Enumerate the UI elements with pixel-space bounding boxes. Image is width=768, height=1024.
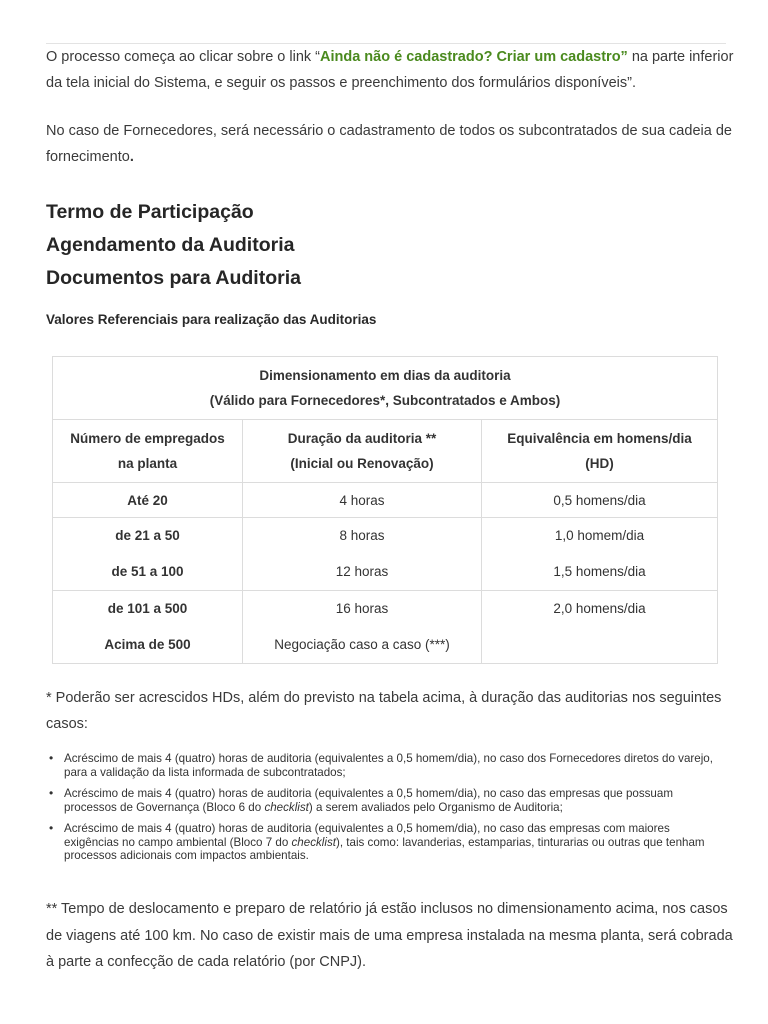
heading-documentos-auditoria[interactable]: Documentos para Auditoria [46, 267, 301, 289]
bullet-3-text-before: Acréscimo de mais 4 (quatro) horas de auditoria (equivalentes a 0,5 homem/dia), no caso das empresas com maiores exigências no campo ambiental (Bloco 7 do [64, 822, 670, 849]
bullet-2-text-after: ) a serem avaliados pelo Organismo de Auditoria; [308, 800, 563, 814]
table-row-group-2 [53, 518, 718, 591]
bullet-icon: • [49, 751, 54, 765]
row-group-2-employees [53, 518, 243, 591]
row-group-3-duration [243, 591, 482, 664]
header-equivalence-line-1: Equivalência em homens/dia [507, 431, 692, 446]
table-subtitle: Valores Referenciais para realização das Auditorias [46, 312, 377, 327]
heading-agendamento-auditoria[interactable]: Agendamento da Auditoria [46, 234, 295, 256]
row-2-employees: de 21 a 50 [115, 528, 180, 543]
list-item [46, 822, 726, 863]
header-employees [53, 420, 243, 483]
row-4-duration: 16 horas [335, 601, 389, 616]
bullet-3-italic: checklist [291, 835, 336, 849]
bullet-icon: • [49, 786, 54, 800]
list-item [46, 787, 726, 814]
bullet-2-text-before: Acréscimo de mais 4 (quatro) horas de auditoria (equivalentes a 0,5 homem/dia), no caso das empresas que possuam processos de Governança (Bloco 6 do [64, 787, 673, 814]
bullet-1-text: Acréscimo de mais 4 (quatro) horas de auditoria (equivalentes a 0,5 homem/dia), no caso dos Fornecedores diretos do varejo, para a validação da lista informada de subcontratados; [64, 752, 713, 779]
row-4-employees: de 101 a 500 [107, 601, 188, 616]
create-account-link[interactable]: Ainda não é cadastrado? Criar um cadastro” [320, 49, 628, 65]
row-4-equivalence: 2,0 homens/dia [553, 601, 646, 616]
header-employees-line-1: Número de empregados [70, 431, 225, 446]
row-group-2-duration [243, 518, 482, 591]
row-group-3-employees [53, 591, 243, 664]
intro-text-before-link: O processo começa ao clicar sobre o link “ [46, 49, 320, 65]
header-duration-line-1: Duração da auditoria ** [287, 431, 437, 446]
header-duration-line-2: (Inicial ou Renovação) [290, 456, 434, 471]
additional-hd-list [46, 752, 726, 871]
row-3-employees: de 51 a 100 [111, 564, 184, 579]
header-equivalence [482, 420, 718, 483]
row-5-duration: Negociação caso a caso (***) [274, 637, 450, 652]
table-header-row [53, 420, 718, 483]
row-3-duration: 12 horas [335, 564, 389, 579]
intro-text-after-link: na parte inferior da tela inicial do Sistema, e seguir os passos e preenchimento dos formulários disponíveis”. [46, 49, 734, 91]
footnote-travel-time: ** Tempo de deslocamento e preparo de relatório já estão inclusos no dimensionamento acima, nos casos de viagens até 100 km. No caso de existir mais de uma empresa instalada na mesma planta, será cobrada à parte a confecção de cada relatório (por CNPJ). [46, 901, 733, 970]
row-group-3-equivalence [482, 591, 718, 664]
table-title-cell [53, 357, 718, 420]
row-1-equivalence: 0,5 homens/dia [482, 483, 718, 518]
footnote-additional-hd: * Poderão ser acrescidos HDs, além do previsto na tabela acima, à duração das auditorias nos seguintes casos: [46, 690, 722, 732]
table-title-row [53, 357, 718, 420]
row-1-duration: 4 horas [243, 483, 482, 518]
row-2-equivalence: 1,0 homem/dia [554, 528, 645, 543]
suppliers-note-text: No caso de Fornecedores, será necessário o cadastramento de todos os subcontratados de sua cadeia de fornecimento [46, 123, 732, 165]
row-5-employees: Acima de 500 [104, 637, 191, 652]
list-item [46, 752, 726, 779]
row-2-duration: 8 horas [339, 528, 385, 543]
table-row-group-3 [53, 591, 718, 664]
row-3-equivalence: 1,5 homens/dia [553, 564, 646, 579]
header-employees-line-2: na planta [117, 456, 178, 471]
table-row [53, 483, 718, 518]
suppliers-note-end: . [129, 149, 134, 165]
heading-termo-participacao[interactable]: Termo de Participação [46, 201, 254, 223]
intro-paragraph-2 [46, 118, 736, 170]
table-title-line-2: (Válido para Fornecedores*, Subcontratados e Ambos) [209, 393, 561, 408]
table-title-line-1: Dimensionamento em dias da auditoria [259, 368, 511, 383]
bullet-2-italic: checklist [264, 800, 309, 814]
bullet-3-text-after: ), tais como: lavanderias, estamparias, tinturarias ou outras que tenham processos adicionais com impactos ambientais. [64, 835, 705, 862]
intro-paragraph-1 [46, 44, 736, 96]
bullet-icon: • [49, 821, 54, 835]
header-duration [243, 420, 482, 483]
row-group-2-equivalence [482, 518, 718, 591]
audit-reference-table [52, 356, 718, 664]
header-equivalence-line-2: (HD) [585, 456, 614, 471]
row-1-employees: Até 20 [53, 483, 243, 518]
